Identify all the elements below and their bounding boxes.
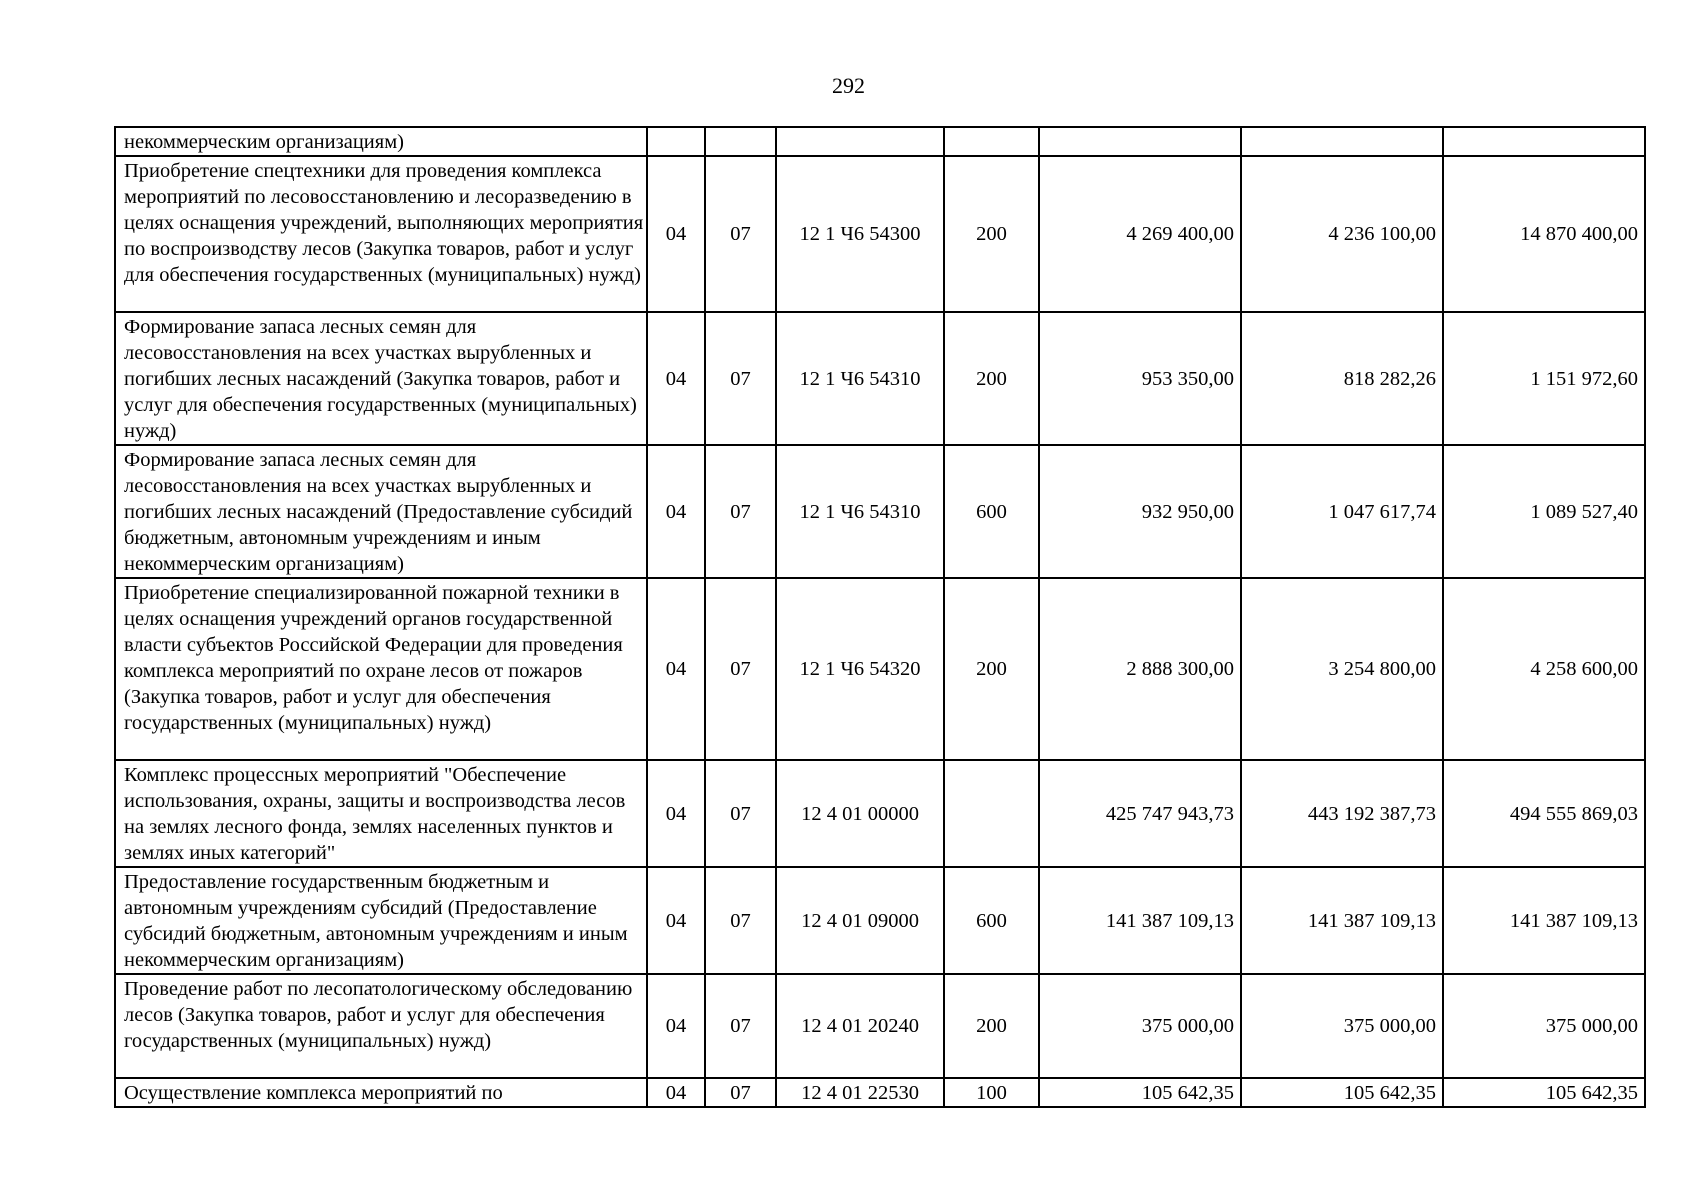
amount-year-2: 818 282,26 bbox=[1241, 312, 1443, 445]
amount-year-2: 141 387 109,13 bbox=[1241, 867, 1443, 974]
amount-year-3 bbox=[1443, 127, 1645, 156]
expense-type-code: 200 bbox=[944, 312, 1039, 445]
row-description: некоммерческим организациям) bbox=[115, 127, 647, 156]
amount-year-2: 4 236 100,00 bbox=[1241, 156, 1443, 312]
amount-year-2: 1 047 617,74 bbox=[1241, 445, 1443, 578]
target-article-code: 12 4 01 00000 bbox=[776, 760, 944, 867]
row-description: Приобретение специализированной пожарной техники в целях оснащения учреждений органов государственной власти субъектов Российской Федерации для проведения комплекса мероприятий по охране лесов от пожаров (Закупка товаров, работ и услуг для обеспечения государственных (муниципальных) нужд) bbox=[115, 578, 647, 760]
expense-type-code: 200 bbox=[944, 156, 1039, 312]
amount-year-1 bbox=[1039, 127, 1241, 156]
amount-year-1: 375 000,00 bbox=[1039, 974, 1241, 1078]
amount-year-3: 375 000,00 bbox=[1443, 974, 1645, 1078]
row-description: Комплекс процессных мероприятий "Обеспечение использования, охраны, защиты и воспроизводства лесов на землях лесного фонда, землях населенных пунктов и землях иных категорий" bbox=[115, 760, 647, 867]
target-article-code: 12 1 Ч6 54300 bbox=[776, 156, 944, 312]
section-code: 04 bbox=[647, 974, 705, 1078]
amount-year-2: 105 642,35 bbox=[1241, 1078, 1443, 1107]
amount-year-2: 375 000,00 bbox=[1241, 974, 1443, 1078]
section-code: 04 bbox=[647, 760, 705, 867]
section-code: 04 bbox=[647, 867, 705, 974]
amount-year-1: 2 888 300,00 bbox=[1039, 578, 1241, 760]
amount-year-3: 105 642,35 bbox=[1443, 1078, 1645, 1107]
amount-year-3: 141 387 109,13 bbox=[1443, 867, 1645, 974]
subsection-code: 07 bbox=[705, 312, 776, 445]
target-article-code: 12 1 Ч6 54320 bbox=[776, 578, 944, 760]
expense-type-code: 200 bbox=[944, 974, 1039, 1078]
subsection-code bbox=[705, 127, 776, 156]
table-row bbox=[115, 760, 1645, 867]
amount-year-3: 14 870 400,00 bbox=[1443, 156, 1645, 312]
table-row bbox=[115, 578, 1645, 760]
row-description: Формирование запаса лесных семян для лесовосстановления на всех участках вырубленных и погибших лесных насаждений (Предоставление субсидий бюджетным, автономным учреждениям и иным некоммерческим организациям) bbox=[115, 445, 647, 578]
amount-year-2 bbox=[1241, 127, 1443, 156]
target-article-code bbox=[776, 127, 944, 156]
amount-year-3: 1 151 972,60 bbox=[1443, 312, 1645, 445]
section-code: 04 bbox=[647, 156, 705, 312]
amount-year-3: 494 555 869,03 bbox=[1443, 760, 1645, 867]
expense-type-code bbox=[944, 760, 1039, 867]
table-row bbox=[115, 1078, 1645, 1107]
section-code: 04 bbox=[647, 312, 705, 445]
page-number: 292 bbox=[832, 73, 865, 98]
amount-year-3: 1 089 527,40 bbox=[1443, 445, 1645, 578]
target-article-code: 12 4 01 22530 bbox=[776, 1078, 944, 1107]
amount-year-1: 105 642,35 bbox=[1039, 1078, 1241, 1107]
section-code: 04 bbox=[647, 1078, 705, 1107]
row-description: Осуществление комплекса мероприятий по bbox=[115, 1078, 647, 1107]
amount-year-2: 3 254 800,00 bbox=[1241, 578, 1443, 760]
table-row bbox=[115, 974, 1645, 1078]
target-article-code: 12 4 01 20240 bbox=[776, 974, 944, 1078]
amount-year-1: 4 269 400,00 bbox=[1039, 156, 1241, 312]
amount-year-1: 953 350,00 bbox=[1039, 312, 1241, 445]
subsection-code: 07 bbox=[705, 578, 776, 760]
table-row bbox=[115, 312, 1645, 445]
table-row bbox=[115, 156, 1645, 312]
expense-type-code: 100 bbox=[944, 1078, 1039, 1107]
subsection-code: 07 bbox=[705, 156, 776, 312]
amount-year-1: 425 747 943,73 bbox=[1039, 760, 1241, 867]
amount-year-1: 932 950,00 bbox=[1039, 445, 1241, 578]
subsection-code: 07 bbox=[705, 1078, 776, 1107]
row-description: Приобретение спецтехники для проведения комплекса мероприятий по лесовосстановлению и лесоразведению в целях оснащения учреждений, выполняющих мероприятия по воспроизводству лесов (Закупка товаров, работ и услуг для обеспечения государственных (муниципальных) нужд) bbox=[115, 156, 647, 312]
target-article-code: 12 1 Ч6 54310 bbox=[776, 312, 944, 445]
row-description: Предоставление государственным бюджетным и автономным учреждениям субсидий (Предоставление субсидий бюджетным, автономным учреждениям и иным некоммерческим организациям) bbox=[115, 867, 647, 974]
target-article-code: 12 4 01 09000 bbox=[776, 867, 944, 974]
section-code bbox=[647, 127, 705, 156]
row-description: Проведение работ по лесопатологическому обследованию лесов (Закупка товаров, работ и услуг для обеспечения государственных (муниципальных) нужд) bbox=[115, 974, 647, 1078]
subsection-code: 07 bbox=[705, 867, 776, 974]
expense-type-code bbox=[944, 127, 1039, 156]
expense-type-code: 200 bbox=[944, 578, 1039, 760]
table-row bbox=[115, 867, 1645, 974]
section-code: 04 bbox=[647, 578, 705, 760]
amount-year-3: 4 258 600,00 bbox=[1443, 578, 1645, 760]
amount-year-2: 443 192 387,73 bbox=[1241, 760, 1443, 867]
subsection-code: 07 bbox=[705, 760, 776, 867]
target-article-code: 12 1 Ч6 54310 bbox=[776, 445, 944, 578]
amount-year-1: 141 387 109,13 bbox=[1039, 867, 1241, 974]
budget-table bbox=[114, 126, 1646, 1108]
expense-type-code: 600 bbox=[944, 867, 1039, 974]
expense-type-code: 600 bbox=[944, 445, 1039, 578]
subsection-code: 07 bbox=[705, 445, 776, 578]
subsection-code: 07 bbox=[705, 974, 776, 1078]
table-row bbox=[115, 445, 1645, 578]
section-code: 04 bbox=[647, 445, 705, 578]
table-row bbox=[115, 127, 1645, 156]
row-description: Формирование запаса лесных семян для лесовосстановления на всех участках вырубленных и погибших лесных насаждений (Закупка товаров, работ и услуг для обеспечения государственных (муниципальных) нужд) bbox=[115, 312, 647, 445]
